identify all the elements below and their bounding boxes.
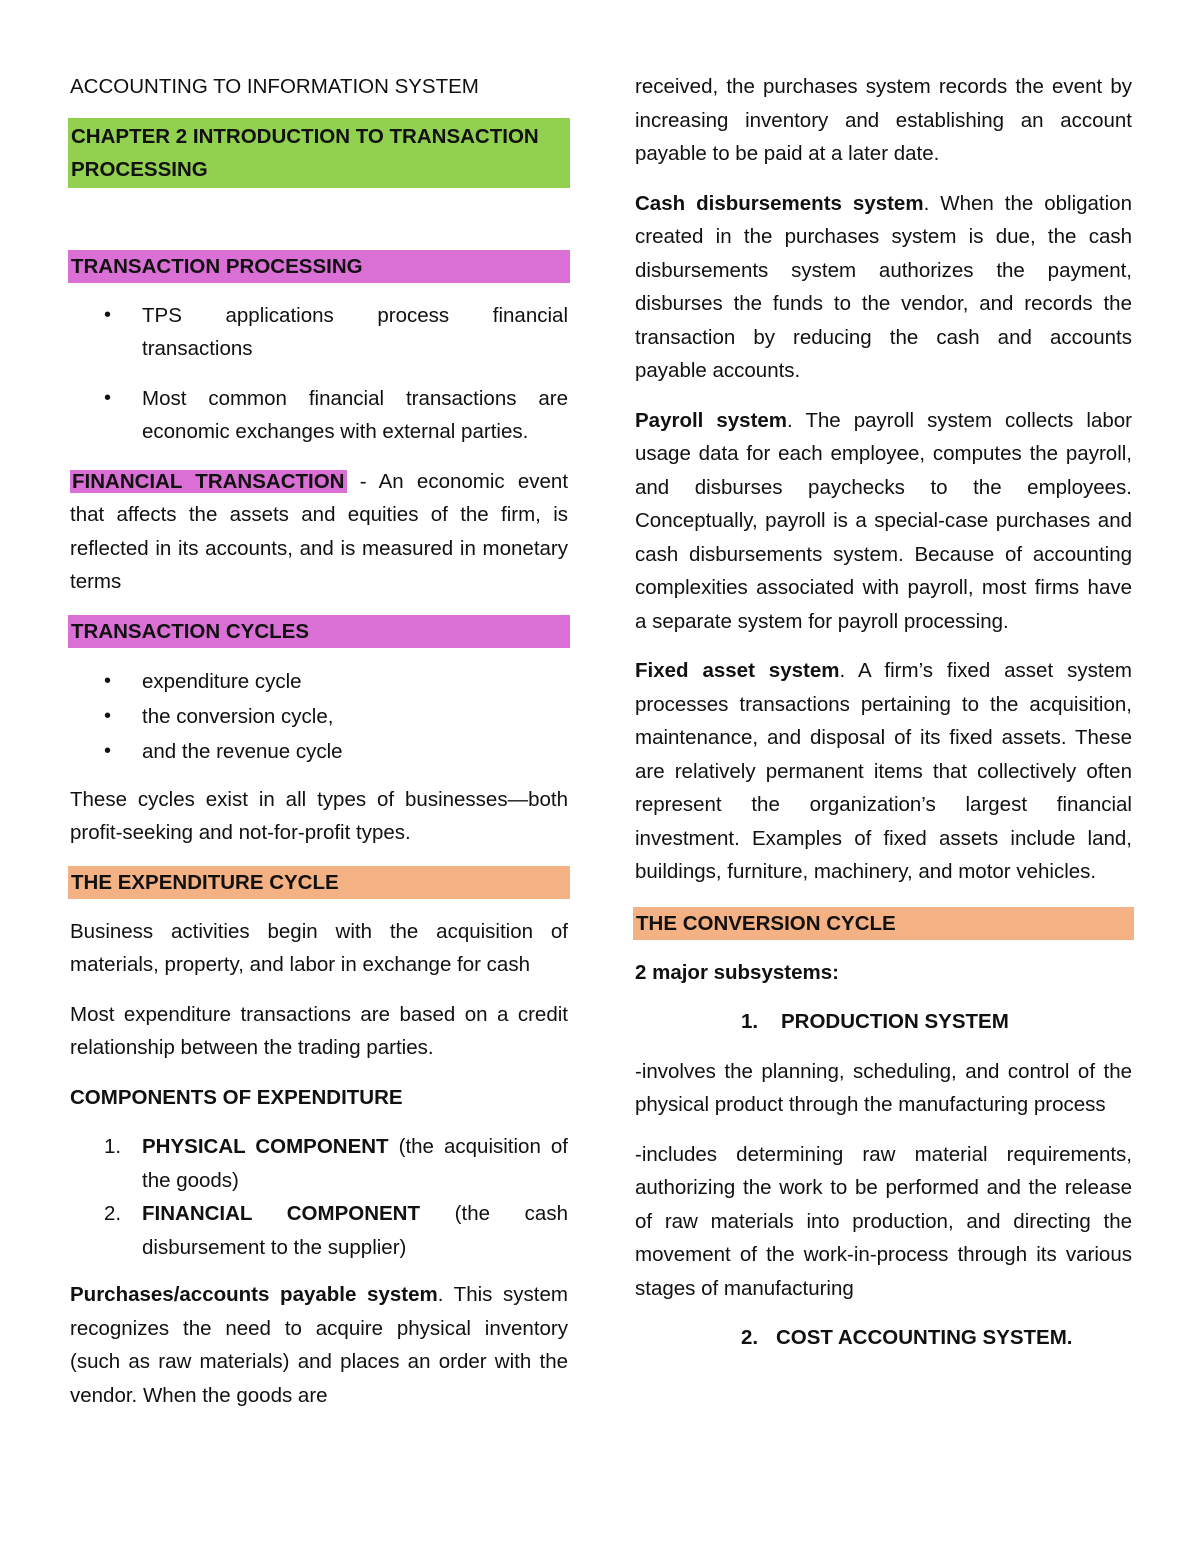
- cash-disbursements-paragraph: [635, 187, 1132, 388]
- chapter-heading: CHAPTER 2 INTRODUCTION TO TRANSACTION PROCESSING: [68, 118, 570, 188]
- financial-transaction-definition: [70, 465, 568, 599]
- component-desc: (the cash disbursement to the supplier): [142, 1202, 568, 1259]
- conversion-cycle-heading: THE CONVERSION CYCLE: [633, 907, 1134, 940]
- transaction-processing-heading: TRANSACTION PROCESSING: [68, 250, 570, 283]
- subsystems-label: 2 major subsystems:: [635, 960, 839, 984]
- cost-accounting-title: COST ACCOUNTING SYSTEM.: [776, 1326, 1073, 1349]
- purchases-system-continued: received, the purchases system records the event by increasing inventory and establishing an account payable to be paid at a later date.: [635, 75, 1132, 165]
- payroll-system-paragraph: [635, 404, 1132, 639]
- list-item: [635, 1005, 1132, 1039]
- list-number: 2.: [104, 1202, 122, 1225]
- document-title: ACCOUNTING TO INFORMATION SYSTEM: [70, 75, 479, 98]
- list-item: [635, 1321, 1132, 1355]
- purchases-system-text: . This system recognizes the need to acquire physical inventory (such as raw materials) and places an order with the vendor. When the goods are: [70, 1283, 568, 1407]
- fixed-asset-title: Fixed asset system: [635, 659, 840, 682]
- components-list: [70, 1130, 568, 1264]
- expenditure-cycle-heading: THE EXPENDITURE CYCLE: [68, 866, 570, 899]
- left-column: [70, 70, 568, 1412]
- list-item: • expenditure cycle: [70, 664, 568, 699]
- list-item: • and the revenue cycle: [70, 734, 568, 769]
- payroll-system-title: Payroll system: [635, 408, 788, 432]
- expenditure-paragraph-2: Most expenditure transactions are based on a credit relationship between the trading parties.: [70, 1002, 568, 1059]
- list-number: 1.: [741, 1010, 759, 1033]
- list-item: • the conversion cycle,: [70, 699, 568, 734]
- fixed-asset-text: . A firm’s fixed asset system processes transactions pertaining to the acquisition, maintenance, and disposal of its fixed assets. These are relatively permanent items that collectively often represent the organization’s largest financial investment. Examples of fixed assets include land, buildings, furniture, machinery, and motor vehicles.: [635, 659, 1132, 883]
- list-number: 1.: [104, 1135, 122, 1158]
- list-item: • Most common financial transactions are economic exchanges with external parties.: [70, 382, 568, 449]
- cash-disbursements-title: Cash disbursements system: [635, 191, 924, 215]
- subsystem-2: [635, 1321, 1132, 1355]
- right-column: [635, 70, 1132, 1355]
- production-paragraph-1: -involves the planning, scheduling, and control of the physical product through the manufacturing process: [635, 1059, 1132, 1116]
- component-desc: (the acquisition of the goods): [142, 1135, 568, 1192]
- cash-disbursements-text: . When the obligation created in the purchases system is due, the cash disbursements system authorizes the payment, disburses the funds to the vendor, and records the transaction by reducing the cash and accounts payable accounts.: [635, 191, 1132, 382]
- cycles-bullet-list: [70, 664, 568, 769]
- component-title: PHYSICAL COMPONENT: [142, 1135, 389, 1158]
- fixed-asset-paragraph: [635, 654, 1132, 889]
- component-title: FINANCIAL COMPONENT: [142, 1202, 421, 1225]
- expenditure-paragraph-1: Business activities begin with the acquisition of materials, property, and labor in exchange for cash: [70, 919, 568, 976]
- production-system-title: PRODUCTION SYSTEM: [781, 1010, 1009, 1033]
- payroll-system-text: . The payroll system collects labor usage data for each employee, computes the payroll, and disburses paychecks to the employees. Conceptually, payroll is a special-case purchases and cash disbursements system. Because of accounting complexities associated with payroll, most firms have a separate system for payroll processing.: [635, 408, 1132, 633]
- transaction-cycles-heading: TRANSACTION CYCLES: [68, 615, 570, 648]
- list-item: [70, 1197, 568, 1264]
- production-paragraph-2: -includes determining raw material requirements, authorizing the work to be performed and the release of raw materials into production, and directing the movement of the work-in-process through its various stages of manufacturing: [635, 1142, 1132, 1300]
- components-heading: COMPONENTS OF EXPENDITURE: [70, 1085, 403, 1109]
- subsystem-1: [635, 1005, 1132, 1039]
- list-item: • TPS applications process financial transactions: [70, 299, 568, 366]
- tp-bullet-list: [70, 299, 568, 449]
- cycles-note: These cycles exist in all types of businesses—both profit-seeking and not-for-profit types.: [70, 787, 568, 844]
- list-number: 2.: [741, 1326, 759, 1349]
- financial-transaction-term: FINANCIAL TRANSACTION: [72, 469, 345, 493]
- purchases-system-title: Purchases/accounts payable system: [70, 1283, 438, 1306]
- list-item: [70, 1130, 568, 1197]
- financial-transaction-text: - An economic event that affects the assets and equities of the firm, is reflected in its accounts, and is measured in monetary terms: [70, 469, 569, 593]
- purchases-system-paragraph: [70, 1278, 568, 1412]
